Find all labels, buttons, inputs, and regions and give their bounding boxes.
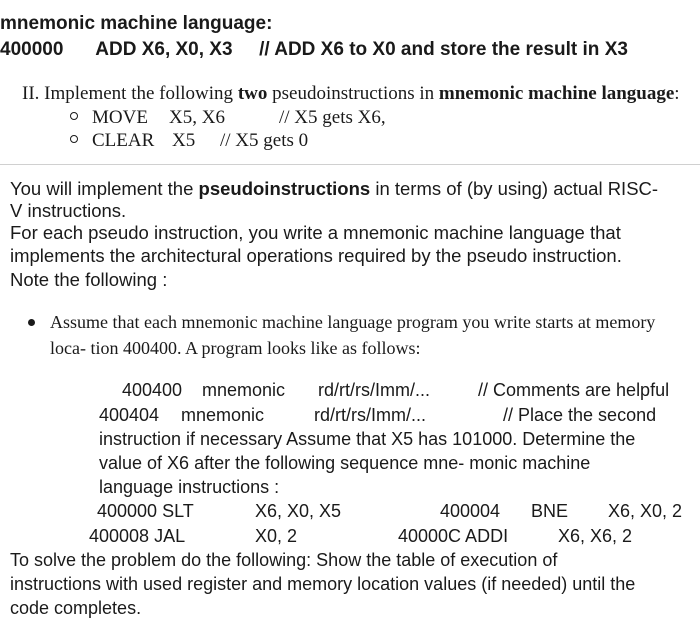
- instruction-address-op: 400008 JAL: [89, 526, 186, 546]
- para-line: V instructions.: [10, 200, 127, 221]
- para-line: implements the architectural operations required by the pseudo instruction.: [10, 245, 622, 266]
- pseudoinstruction-section: [0, 72, 700, 164]
- pseudo-item-clear: [70, 130, 308, 152]
- section-divider: [0, 164, 700, 165]
- code-comment: // Place the second: [503, 405, 657, 425]
- heading-bold-two: two: [237, 83, 268, 104]
- pseudo-args: X5, X6: [169, 107, 225, 128]
- para-line: For each pseudo instruction, you write a mnemonic machine language that: [10, 222, 621, 243]
- pseudo-comment: // X5 gets X6,: [279, 107, 386, 128]
- instruction-address-op: 400000 SLT: [97, 501, 194, 521]
- section-title: mnemonic machine language:: [0, 13, 273, 34]
- bullet-line: Assume that each mnemonic machine language program you write starts at memory: [50, 312, 656, 332]
- heading-suffix: :: [674, 83, 680, 104]
- hollow-bullet-icon: [70, 135, 78, 143]
- final-instruction-text: instructions with used register and memory location values (if needed) until the: [10, 574, 636, 594]
- example-comment: // ADD X6 to X0 and store the result in X3: [259, 39, 628, 60]
- pseudo-args: X5: [172, 130, 196, 151]
- top-section: [0, 0, 700, 72]
- heading-mid: pseudoinstructions in: [267, 83, 439, 104]
- heading-prefix: II. Implement the following: [22, 83, 238, 104]
- bullet-line: loca- tion 400400. A program looks like as follows:: [50, 338, 421, 358]
- pseudo-item-move: [70, 107, 386, 129]
- example-instruction-line: [0, 38, 628, 62]
- section-heading: [22, 83, 680, 105]
- instruction-args: X6, X6, 2: [558, 526, 633, 546]
- pseudo-op: MOVE: [92, 107, 148, 128]
- para-text: in terms of (by using) actual RISC-: [370, 178, 659, 199]
- hollow-bullet-icon: [70, 112, 78, 120]
- instruction-address: 400004: [440, 501, 501, 521]
- code-address: 400400: [122, 380, 183, 400]
- example-address: 400000: [0, 39, 64, 60]
- final-instruction-text: To solve the problem do the following: Show the table of execution of: [10, 550, 558, 570]
- code-operands: rd/rt/rs/Imm/...: [318, 380, 430, 400]
- problem-text: language instructions :: [99, 477, 280, 497]
- final-instruction-text: code completes.: [10, 598, 142, 618]
- para-bold: pseudoinstructions: [198, 178, 371, 199]
- instruction-args: X0, 2: [255, 526, 298, 546]
- para-text: You will implement the: [10, 178, 199, 199]
- code-operands: rd/rt/rs/Imm/...: [314, 405, 426, 425]
- para-line: [10, 177, 698, 201]
- code-mnemonic: mnemonic: [202, 380, 286, 400]
- instruction-args: X6, X0, X5: [255, 501, 342, 521]
- problem-text: value of X6 after the following sequence mne- monic machine: [99, 453, 591, 473]
- pseudo-comment: // X5 gets 0: [220, 130, 309, 151]
- example-instruction: ADD X6, X0, X3: [95, 39, 233, 60]
- instruction-address-op: 40000C ADDI: [398, 526, 509, 546]
- code-address: 400404: [99, 405, 160, 425]
- instruction-args: X6, X0, 2: [608, 501, 683, 521]
- bullet-icon: [28, 319, 35, 326]
- pseudo-op: CLEAR: [92, 130, 155, 151]
- code-mnemonic: mnemonic: [181, 405, 265, 425]
- problem-text: instruction if necessary Assume that X5 has 101000. Determine the: [99, 429, 636, 449]
- heading-bold-mnemonic: mnemonic machine language: [438, 83, 675, 104]
- para-line: Note the following :: [10, 269, 168, 290]
- instruction-op: BNE: [531, 501, 569, 521]
- code-comment: // Comments are helpful: [478, 380, 670, 400]
